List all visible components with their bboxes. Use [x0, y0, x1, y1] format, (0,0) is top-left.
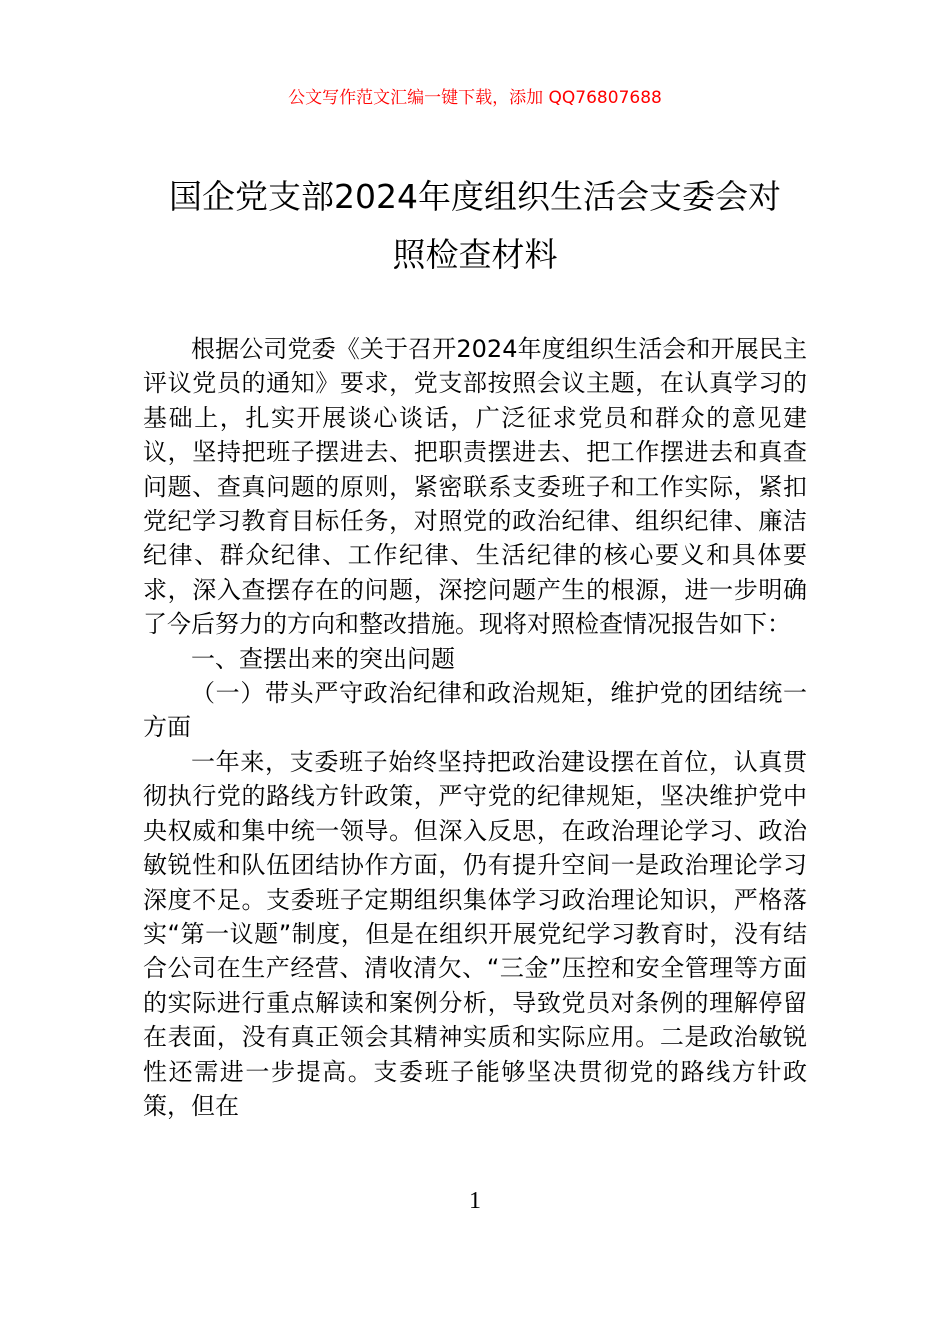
intro-paragraph: 根据公司党委《关于召开2024年度组织生活会和开展民主评议党员的通知》要求，党支部按照会议主题，在认真学习的基础上，扎实开展谈心谈话，广泛征求党员和群众的意见建议，坚持把班子摆进去、把职责摆进去、把工作摆进去和真查问题、查真问题的原则，紧密联系支委班子和工作实际，紧扣党纪学习教育目标任务，对照党的政治纪律、组织纪律、廉洁纪律、群众纪律、工作纪律、生活纪律的核心要义和具体要求，深入查摆存在的问题，深挖问题产生的根源，进一步明确了今后努力的方向和整改措施。现将对照检查情况报告如下：	[143, 335, 807, 639]
page-number: 1	[469, 1188, 481, 1214]
document-title-line-1: 国企党支部2024年度组织生活会支委会对	[169, 177, 781, 216]
document-body	[143, 332, 807, 1123]
subsection-heading: （一）带头严守政治纪律和政治规矩，维护党的团结统一方面	[143, 679, 807, 742]
document-title	[60, 168, 890, 284]
section-heading: 一、查摆出来的突出问题	[191, 644, 455, 673]
body-paragraph: 一年来，支委班子始终坚持把政治建设摆在首位，认真贯彻执行党的路线方针政策，严守党的纪律规矩，坚决维护党中央权威和集中统一领导。但深入反思，在政治理论学习、政治敏锐性和队伍团结协作方面，仍有提升空间一是政治理论学习深度不足。支委班子定期组织集体学习政治理论知识，严格落实“第一议题”制度，但是在组织开展党纪学习教育时，没有结合公司在生产经营、清收清欠、“三金”压控和安全管理等方面的实际进行重点解读和案例分析，导致党员对条例的理解停留在表面，没有真正领会其精神实质和实际应用。二是政治敏锐性还需进一步提高。支委班子能够坚决贯彻党的路线方针政策，但在	[143, 747, 807, 1120]
download-banner: 公文写作范文汇编一键下载，添加 QQ76807688	[288, 88, 662, 108]
document-title-line-2: 照检查材料	[392, 235, 558, 274]
